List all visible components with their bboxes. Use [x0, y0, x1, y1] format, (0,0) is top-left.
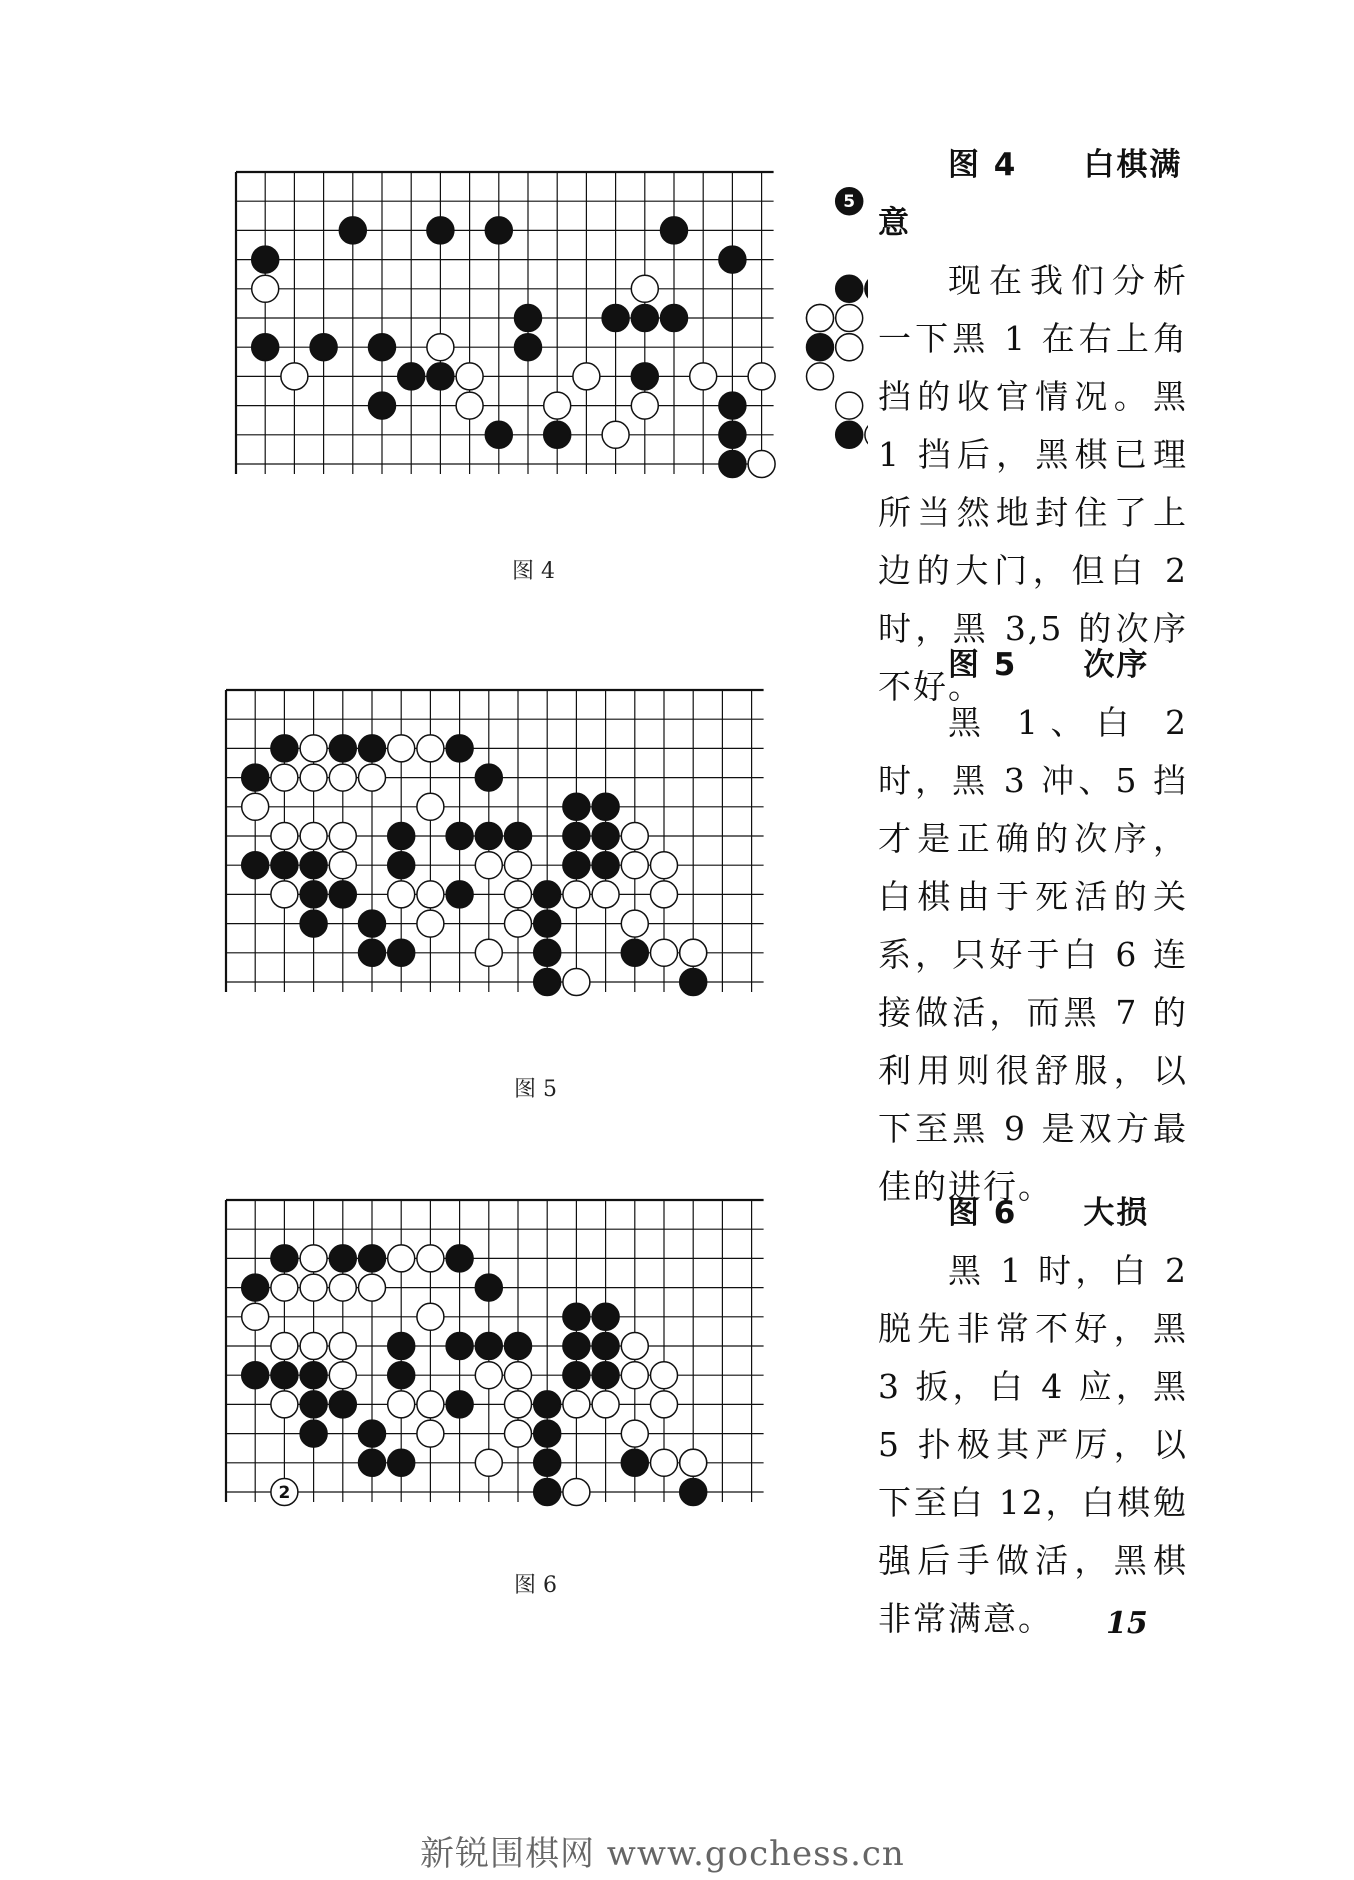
black-stone — [300, 1391, 327, 1418]
black-stone — [865, 275, 868, 302]
black-stone — [446, 1391, 473, 1418]
black-stone — [592, 1362, 619, 1389]
black-stone — [475, 823, 502, 850]
white-stone — [621, 852, 648, 879]
black-stone — [515, 334, 542, 361]
white-stone — [329, 1362, 356, 1389]
black-stone — [505, 1333, 532, 1360]
black-stone — [475, 764, 502, 791]
white-stone — [329, 1274, 356, 1301]
black-stone — [300, 1362, 327, 1389]
white-stone — [417, 910, 444, 937]
white-stone — [563, 969, 590, 996]
black-stone — [339, 217, 366, 244]
black-stone — [592, 1303, 619, 1330]
black-stone — [719, 451, 746, 478]
white-stone — [621, 823, 648, 850]
white-stone — [563, 1391, 590, 1418]
black-stone — [446, 735, 473, 762]
black-stone — [680, 969, 707, 996]
black-stone — [369, 392, 396, 419]
black-stone — [544, 421, 571, 448]
black-stone — [592, 852, 619, 879]
white-stone — [563, 881, 590, 908]
black-stone — [310, 334, 337, 361]
black-stone — [329, 1245, 356, 1272]
black-stone — [300, 852, 327, 879]
white-stone — [621, 1420, 648, 1447]
black-stone — [329, 881, 356, 908]
numbered-black-stone — [836, 188, 863, 215]
black-stone — [836, 275, 863, 302]
white-stone — [621, 1362, 648, 1389]
black-stone — [446, 823, 473, 850]
white-stone — [621, 1333, 648, 1360]
white-stone — [456, 363, 483, 390]
black-stone — [388, 823, 415, 850]
black-stone — [680, 1479, 707, 1506]
white-stone — [651, 1362, 678, 1389]
move-number: 2 — [278, 1483, 291, 1503]
white-stone — [836, 334, 863, 361]
white-stone — [631, 275, 658, 302]
black-stone — [446, 1333, 473, 1360]
white-stone — [300, 735, 327, 762]
white-stone — [505, 1420, 532, 1447]
black-stone — [329, 735, 356, 762]
black-stone — [446, 881, 473, 908]
white-stone — [651, 852, 678, 879]
black-stone — [807, 334, 834, 361]
white-stone — [680, 1449, 707, 1476]
white-stone — [505, 1391, 532, 1418]
black-stone — [836, 421, 863, 448]
white-stone — [417, 735, 444, 762]
black-stone — [242, 852, 269, 879]
section-fig4 — [878, 136, 1188, 716]
white-stone — [388, 881, 415, 908]
black-stone — [534, 969, 561, 996]
white-stone — [592, 1391, 619, 1418]
go-diagram-fig6 — [218, 1178, 858, 1558]
black-stone — [661, 305, 688, 332]
black-stone — [515, 305, 542, 332]
black-stone — [359, 939, 386, 966]
white-stone — [505, 910, 532, 937]
black-stone — [534, 939, 561, 966]
white-stone — [505, 881, 532, 908]
white-stone — [300, 1333, 327, 1360]
white-stone — [475, 852, 502, 879]
white-stone — [417, 1245, 444, 1272]
black-stone — [388, 939, 415, 966]
white-stone — [836, 305, 863, 332]
black-stone — [592, 793, 619, 820]
go-diagram-fig4 — [228, 150, 868, 530]
figure-caption-6: 图 6 — [514, 1573, 557, 1598]
white-stone — [417, 793, 444, 820]
section-text: 黑 1 时，白 2 脱先非常不好，黑 3 扳，白 4 应，黑 5 扑极其严厉，以下至白 12，白棋勉强后手做活，黑棋非常满意。 — [878, 1251, 1188, 1638]
white-stone — [271, 1391, 298, 1418]
white-stone — [475, 1362, 502, 1389]
white-stone — [475, 1449, 502, 1476]
black-stone — [300, 1420, 327, 1447]
black-stone — [485, 217, 512, 244]
white-stone — [388, 1245, 415, 1272]
white-stone — [563, 1479, 590, 1506]
white-stone — [388, 735, 415, 762]
section-text: 现在我们分析一下黑 1 在右上角挡的收官情况。黑 1 挡后，黑棋已理所当然地封住了上边的大门，但白 2 时，黑 3,5 的次序不好。 — [878, 261, 1188, 706]
white-stone — [690, 363, 717, 390]
black-stone — [534, 1391, 561, 1418]
white-stone — [300, 823, 327, 850]
go-diagram-fig5 — [218, 668, 858, 1048]
white-stone — [271, 881, 298, 908]
white-stone — [651, 881, 678, 908]
white-stone — [631, 392, 658, 419]
white-stone — [680, 939, 707, 966]
white-stone — [242, 1303, 269, 1330]
black-stone — [602, 305, 629, 332]
black-stone — [505, 823, 532, 850]
black-stone — [631, 305, 658, 332]
white-stone — [359, 1274, 386, 1301]
black-stone — [359, 735, 386, 762]
white-stone — [621, 910, 648, 937]
black-stone — [252, 334, 279, 361]
page-number: 15 — [1106, 1606, 1148, 1641]
section-text: 黑 1、白 2 时，黑 3 冲、5 挡才是正确的次序，白棋由于死活的关系，只好于白 6 连接做活，而黑 7 的利用则很舒服，以下至黑 9 是双方最佳的进行。 — [878, 703, 1188, 1206]
white-stone — [505, 852, 532, 879]
white-stone — [505, 1362, 532, 1389]
black-stone — [563, 1303, 590, 1330]
section-heading: 图 6 大损 — [948, 1195, 1150, 1231]
black-stone — [242, 1362, 269, 1389]
white-stone — [300, 764, 327, 791]
white-stone — [417, 1420, 444, 1447]
black-stone — [475, 1333, 502, 1360]
section-heading: 图 4 白棋满意 — [878, 147, 1183, 241]
white-stone — [544, 392, 571, 419]
white-stone — [300, 1245, 327, 1272]
black-stone — [592, 1333, 619, 1360]
white-stone — [417, 1303, 444, 1330]
section-fig6 — [878, 1184, 1188, 1648]
black-stone — [446, 1245, 473, 1272]
black-stone — [563, 793, 590, 820]
move-number: 5 — [843, 192, 856, 213]
black-stone — [427, 363, 454, 390]
white-stone — [329, 823, 356, 850]
black-stone — [271, 1245, 298, 1272]
black-stone — [719, 246, 746, 273]
black-stone — [388, 852, 415, 879]
white-stone — [651, 939, 678, 966]
numbered-white-stone — [271, 1479, 298, 1506]
black-stone — [359, 1449, 386, 1476]
white-stone — [456, 392, 483, 419]
figure-caption-5: 图 5 — [514, 1077, 557, 1102]
black-stone — [388, 1449, 415, 1476]
white-stone — [836, 392, 863, 419]
black-stone — [300, 910, 327, 937]
black-stone — [534, 910, 561, 937]
black-stone — [534, 881, 561, 908]
black-stone — [271, 735, 298, 762]
black-stone — [661, 217, 688, 244]
figure-caption-4: 图 4 — [512, 559, 555, 584]
white-stone — [807, 363, 834, 390]
black-stone — [534, 1479, 561, 1506]
black-stone — [369, 334, 396, 361]
black-stone — [534, 1420, 561, 1447]
black-stone — [563, 852, 590, 879]
black-stone — [719, 392, 746, 419]
black-stone — [359, 1420, 386, 1447]
black-stone — [271, 1362, 298, 1389]
white-stone — [417, 881, 444, 908]
black-stone — [621, 939, 648, 966]
black-stone — [563, 823, 590, 850]
white-stone — [602, 421, 629, 448]
black-stone — [398, 363, 425, 390]
black-stone — [271, 852, 298, 879]
black-stone — [242, 764, 269, 791]
white-stone — [300, 1274, 327, 1301]
black-stone — [242, 1274, 269, 1301]
black-stone — [631, 363, 658, 390]
black-stone — [563, 1333, 590, 1360]
white-stone — [271, 1274, 298, 1301]
white-stone — [417, 1391, 444, 1418]
white-stone — [592, 881, 619, 908]
white-stone — [865, 421, 868, 448]
white-stone — [252, 275, 279, 302]
section-fig5 — [878, 636, 1188, 1216]
white-stone — [281, 363, 308, 390]
white-stone — [329, 764, 356, 791]
white-stone — [242, 793, 269, 820]
black-stone — [359, 910, 386, 937]
white-stone — [807, 305, 834, 332]
white-stone — [359, 764, 386, 791]
black-stone — [427, 217, 454, 244]
white-stone — [329, 852, 356, 879]
white-stone — [271, 823, 298, 850]
black-stone — [563, 1362, 590, 1389]
black-stone — [388, 1362, 415, 1389]
black-stone — [300, 881, 327, 908]
black-stone — [534, 1449, 561, 1476]
white-stone — [271, 1333, 298, 1360]
white-stone — [271, 764, 298, 791]
white-stone — [427, 334, 454, 361]
white-stone — [748, 363, 775, 390]
section-heading: 图 5 次序 — [948, 647, 1150, 683]
white-stone — [748, 451, 775, 478]
black-stone — [621, 1449, 648, 1476]
white-stone — [329, 1333, 356, 1360]
black-stone — [329, 1391, 356, 1418]
black-stone — [485, 421, 512, 448]
black-stone — [359, 1245, 386, 1272]
black-stone — [719, 421, 746, 448]
white-stone — [388, 1391, 415, 1418]
black-stone — [592, 823, 619, 850]
watermark: 新锐围棋网 www.gochess.cn — [420, 1834, 905, 1874]
black-stone — [388, 1333, 415, 1360]
white-stone — [573, 363, 600, 390]
black-stone — [252, 246, 279, 273]
white-stone — [475, 939, 502, 966]
white-stone — [651, 1391, 678, 1418]
black-stone — [475, 1274, 502, 1301]
white-stone — [651, 1449, 678, 1476]
